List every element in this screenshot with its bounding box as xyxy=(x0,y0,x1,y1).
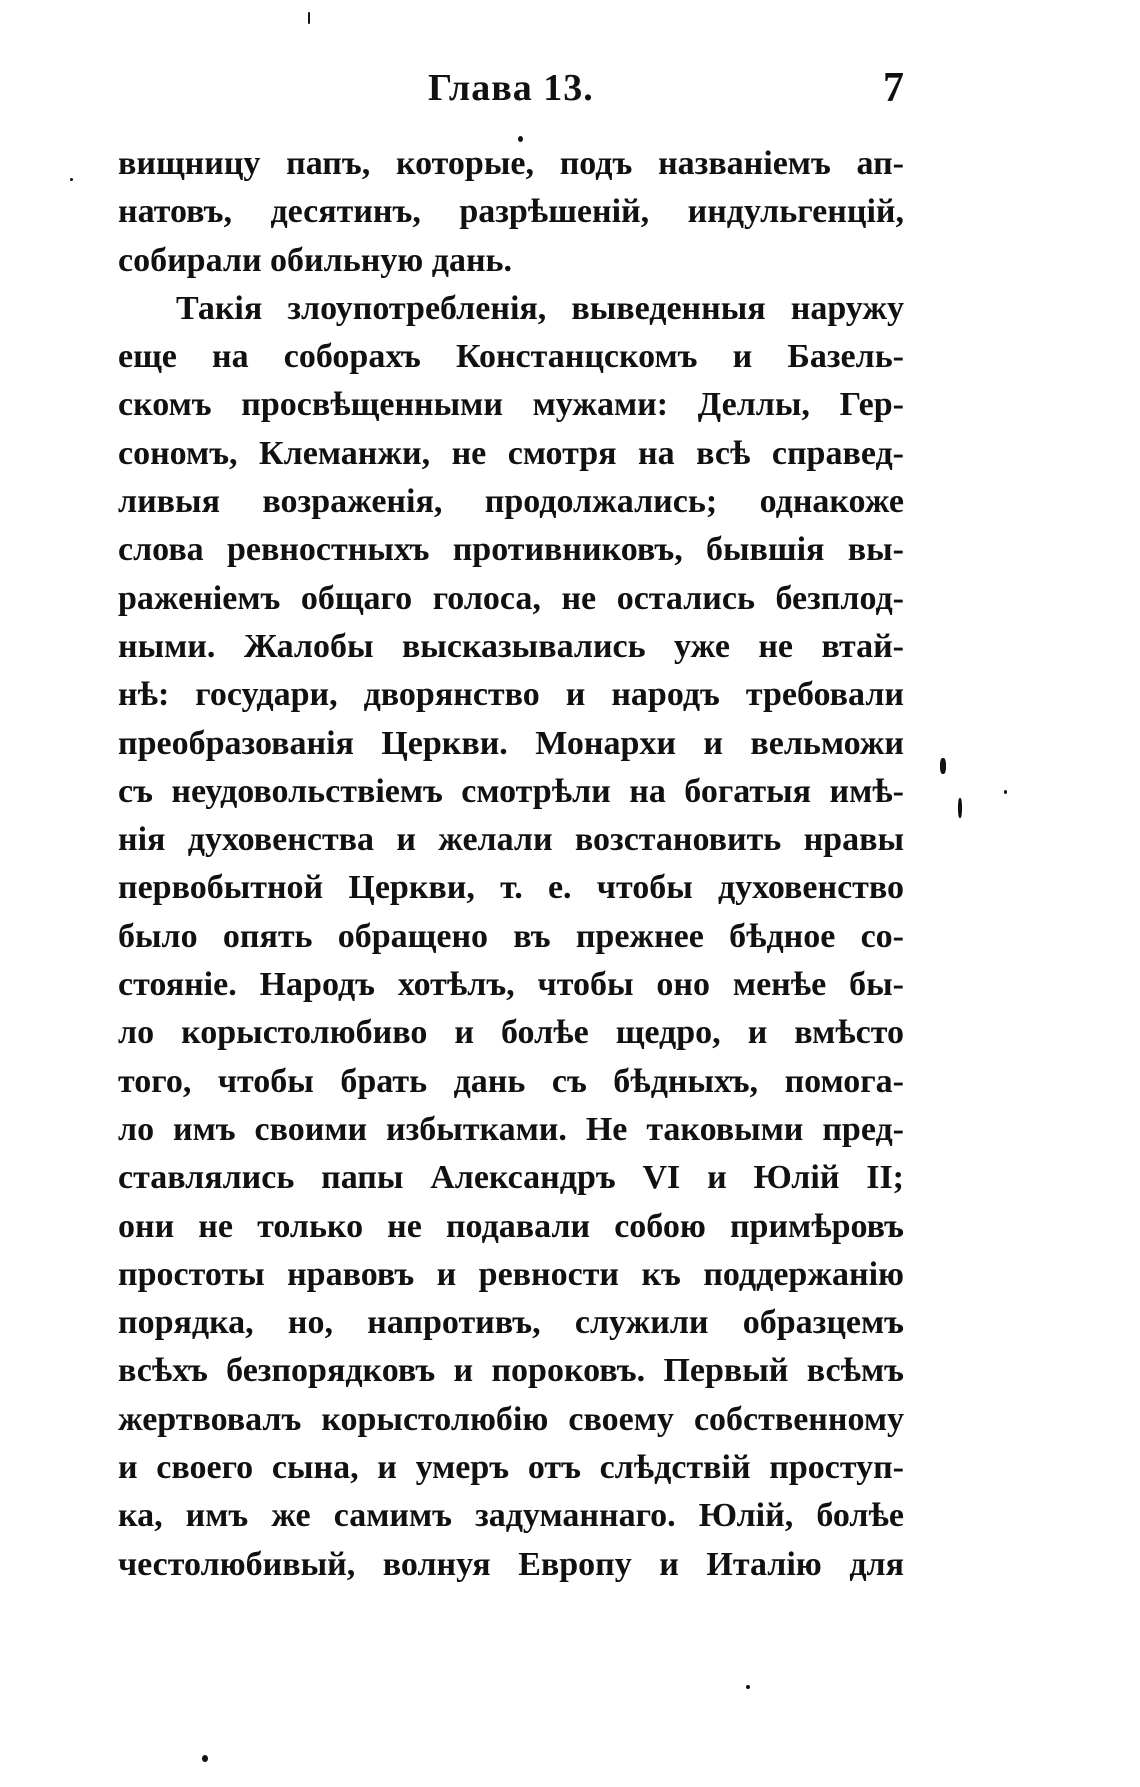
text-line: ло корыстолюбиво и болѣе щедро, и вмѣсто xyxy=(118,1014,904,1052)
page-number: 7 xyxy=(883,65,904,111)
text-line: съ неудовольствіемъ смотрѣли на богатыя имѣ- xyxy=(118,772,904,810)
running-head xyxy=(118,58,904,118)
text-line: всѣхъ безпорядковъ и пороковъ. Первый всѣмъ xyxy=(118,1352,904,1390)
scan-speck xyxy=(940,758,946,774)
paragraph-2 xyxy=(118,285,904,1589)
paragraph-1 xyxy=(118,140,904,285)
scan-speck xyxy=(1004,790,1007,794)
text-line: слова ревностныхъ противниковъ, бывшія вы- xyxy=(118,531,904,569)
text-line: нія духовенства и желали возстановить нравы xyxy=(118,821,904,859)
text-line: стояніе. Народъ хотѣлъ, чтобы оно менѣе бы- xyxy=(118,966,904,1004)
scan-speck xyxy=(518,136,523,142)
scan-speck xyxy=(70,178,73,181)
text-line: ло имъ своими избытками. Не таковыми пред- xyxy=(118,1110,904,1148)
text-line: и своего сына, и умеръ отъ слѣдствій проступ- xyxy=(118,1449,904,1487)
text-line: вищницу папъ, которые, подъ названіемъ ап- xyxy=(118,145,904,182)
text-line: первобытной Церкви, т. е. чтобы духовенство xyxy=(118,869,904,907)
text-line: честолюбивый, волнуя Европу и Италію для xyxy=(118,1545,904,1583)
text-line: скомъ просвѣщенными мужами: Деллы, Гер- xyxy=(118,386,904,424)
text-line: нѣ: государи, дворянство и народъ требовали xyxy=(118,676,904,714)
text-line: ставлялись папы Александръ VI и Юлій II; xyxy=(118,1159,904,1197)
text-line: ливыя возраженія, продолжались; однакоже xyxy=(118,483,904,521)
text-line: ка, имъ же самимъ задуманнаго. Юлій, болѣе xyxy=(118,1497,904,1535)
text-line: Такія злоупотребленія, выведенныя наружу xyxy=(176,289,904,327)
text-line: порядка, но, напротивъ, служили образцемъ xyxy=(118,1304,904,1342)
body-text xyxy=(118,140,904,1589)
text-line: сономъ, Клеманжи, не смотря на всѣ справед- xyxy=(118,434,904,472)
text-line: ными. Жалобы высказывались уже не втай- xyxy=(118,627,904,665)
text-line: еще на соборахъ Констанцскомъ и Базель- xyxy=(118,338,904,376)
text-line: того, чтобы брать дань съ бѣдныхъ, помога- xyxy=(118,1062,904,1100)
scan-speck xyxy=(308,12,310,24)
text-line: простоты нравовъ и ревности къ поддержанію xyxy=(118,1255,904,1293)
text-line: раженіемъ общаго голоса, не остались безплод- xyxy=(118,579,904,617)
scan-speck xyxy=(958,798,962,818)
text-line: жертвовалъ корыстолюбію своему собственному xyxy=(118,1400,904,1438)
scan-speck xyxy=(746,1685,750,1689)
scan-speck xyxy=(202,1755,208,1762)
text-line: натовъ, десятинъ, разрѣшеній, индульгенцій, xyxy=(118,193,904,231)
chapter-title: Глава 13. xyxy=(428,67,594,109)
text-line: было опять обращено въ прежнее бѣдное со- xyxy=(118,917,904,955)
text-line: собирали обильную дань. xyxy=(118,241,513,279)
text-line: преобразованія Церкви. Монархи и вельможи xyxy=(118,724,904,762)
text-line: они не только не подавали собою примѣровъ xyxy=(118,1207,904,1245)
